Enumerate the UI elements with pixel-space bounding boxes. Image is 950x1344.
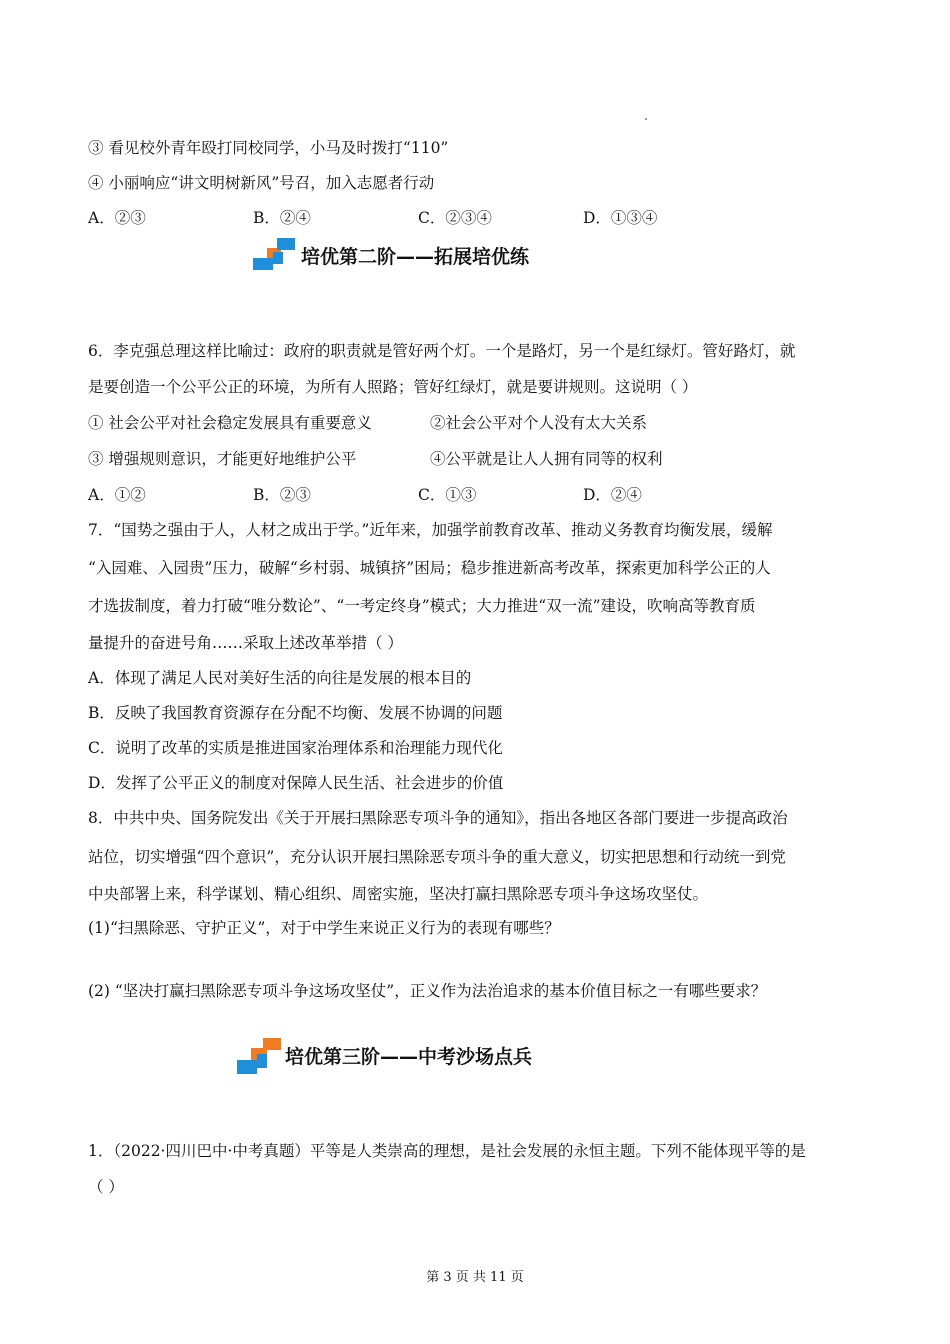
q7-stem-line-3: 才选拔制度，着力打破“唯分数论”、“一考定终身”模式；大力推进“双一流”建设，吹响高等教育质	[88, 597, 756, 615]
q5-item-4: ④ 小丽响应“讲文明树新风”号召，加入志愿者行动	[88, 174, 435, 192]
section-2-title: 培优第二阶——拓展培优练	[301, 245, 530, 268]
stairs-logo-icon	[253, 238, 295, 272]
q6-option-b: B．②③	[253, 486, 311, 504]
q6-option-d: D．②④	[583, 486, 642, 504]
q6-stem-line-2: 是要创造一个公平公正的环境，为所有人照路；管好红绿灯，就是要讲规则。这说明（ ）	[88, 378, 698, 396]
q6-item-3: ③ 增强规则意识，才能更好地维护公平	[88, 450, 357, 468]
q7-stem-line-4: 量提升的奋进号角……采取上述改革举措（ ）	[88, 634, 403, 652]
q7-option-d: D．发挥了公平正义的制度对保障人民生活、社会进步的价值	[88, 774, 504, 792]
q6-item-2: ②社会公平对个人没有太大关系	[430, 414, 648, 432]
section-2-heading	[253, 238, 529, 272]
q5-option-d: D．①③④	[583, 209, 658, 227]
s3-q1-stem-line-1: 1．（2022·四川巴中·中考真题）平等是人类崇高的理想，是社会发展的永恒主题。下列不能体现平等的是	[88, 1142, 806, 1160]
q5-option-a: A．②③	[88, 209, 146, 227]
page-number: 第 3 页 共 11 页	[426, 1270, 524, 1285]
q6-item-4: ④公平就是让人人拥有同等的权利	[430, 450, 663, 468]
s3-q1-stem-line-2: （ ）	[88, 1178, 124, 1196]
q8-stem-line-3: 中央部署上来，科学谋划、精心组织、周密实施，坚决打赢扫黑除恶专项斗争这场攻坚仗。	[88, 885, 709, 903]
q8-stem-line-1: 8．中共中央、国务院发出《关于开展扫黑除恶专项斗争的通知》，指出各地区各部门要进一步提高政治	[88, 809, 788, 827]
section-3-heading	[237, 1038, 532, 1072]
q7-option-b: B．反映了我国教育资源存在分配不均衡、发展不协调的问题	[88, 704, 503, 722]
q6-stem-line-1: 6．李克强总理这样比喻过：政府的职责就是管好两个灯。一个是路灯，另一个是红绿灯。管好路灯，就	[88, 342, 796, 360]
q7-stem-line-1: 7．“国势之强由于人，人材之成出于学。”近年来，加强学前教育改革、推动义务教育均衡发展，缓解	[88, 521, 773, 539]
q7-option-a: A．体现了满足人民对美好生活的向往是发展的根本目的	[88, 669, 472, 687]
q5-option-c: C．②③④	[418, 209, 492, 227]
q6-item-1: ① 社会公平对社会稳定发展具有重要意义	[88, 414, 372, 432]
section-3-title: 培优第三阶——中考沙场点兵	[285, 1045, 533, 1068]
q6-option-a: A．①②	[88, 486, 146, 504]
q5-option-b: B．②④	[253, 209, 311, 227]
q8-sub-question-2: (2) “坚决打赢扫黑除恶专项斗争这场攻坚仗”，正义作为法治追求的基本价值目标之一有哪些要求？	[88, 982, 767, 1000]
q5-item-3: ③ 看见校外青年殴打同校同学，小马及时拨打“110”	[88, 139, 449, 157]
q6-option-c: C．①③	[418, 486, 477, 504]
q7-stem-line-2: “入园难、入园贵”压力，破解“乡村弱、城镇挤”困局；稳步推进新高考改革，探索更加科学公正的人	[88, 559, 771, 577]
q8-sub-question-1: (1)“扫黑除恶、守护正义”，对于中学生来说正义行为的表现有哪些？	[88, 919, 560, 937]
q8-stem-line-2: 站位，切实增强“四个意识”，充分认识开展扫黑除恶专项斗争的重大意义，切实把思想和行动统一到党	[88, 848, 786, 866]
speck	[645, 118, 647, 120]
stairs-logo-icon	[237, 1038, 279, 1072]
q7-option-c: C．说明了改革的实质是推进国家治理体系和治理能力现代化	[88, 739, 503, 757]
